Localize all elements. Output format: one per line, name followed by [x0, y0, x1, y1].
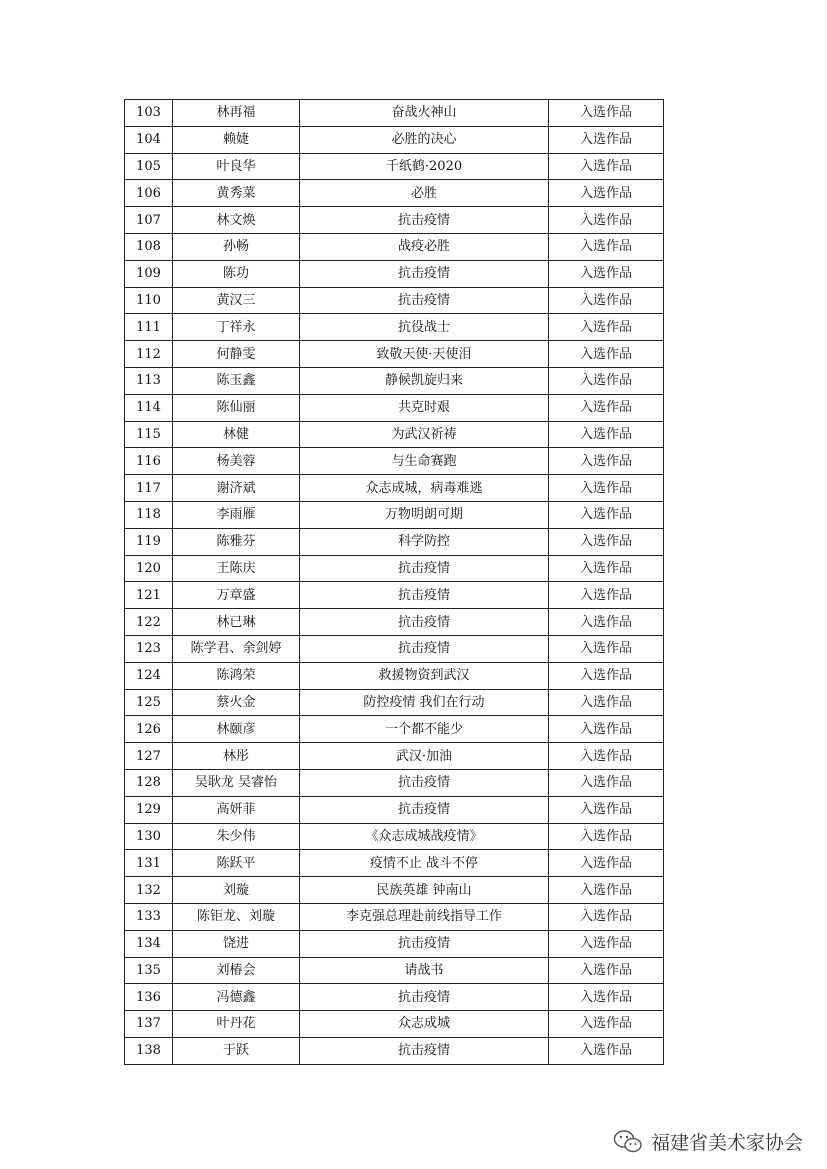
status-label: 入选作品	[549, 287, 664, 314]
status-label: 入选作品	[549, 903, 664, 930]
work-title: 必胜的决心	[300, 126, 549, 153]
table-row	[125, 1037, 664, 1064]
artist-name: 冯德鑫	[173, 984, 300, 1011]
row-number: 109	[125, 260, 173, 287]
table-row	[125, 957, 664, 984]
artist-name: 饶进	[173, 930, 300, 957]
status-label: 入选作品	[549, 100, 664, 127]
table-row	[125, 555, 664, 582]
work-title: 请战书	[300, 957, 549, 984]
work-title: 抗击疫情	[300, 769, 549, 796]
status-label: 入选作品	[549, 207, 664, 234]
table-row	[125, 984, 664, 1011]
row-number: 126	[125, 716, 173, 743]
watermark	[613, 1128, 803, 1155]
work-title: 李克强总理赴前线指导工作	[300, 903, 549, 930]
row-number: 121	[125, 582, 173, 609]
table-body	[125, 100, 664, 1065]
row-number: 111	[125, 314, 173, 341]
row-number: 137	[125, 1011, 173, 1038]
row-number: 105	[125, 153, 173, 180]
row-number: 134	[125, 930, 173, 957]
work-title: 为武汉祈祷	[300, 421, 549, 448]
table-row	[125, 287, 664, 314]
table-row	[125, 689, 664, 716]
status-label: 入选作品	[549, 823, 664, 850]
status-label: 入选作品	[549, 528, 664, 555]
status-label: 入选作品	[549, 233, 664, 260]
table-row	[125, 662, 664, 689]
work-title: 抗击疫情	[300, 260, 549, 287]
table-row	[125, 207, 664, 234]
artist-name: 叶丹花	[173, 1011, 300, 1038]
work-title: 共克时艰	[300, 394, 549, 421]
status-label: 入选作品	[549, 582, 664, 609]
row-number: 117	[125, 475, 173, 502]
work-title: 战疫必胜	[300, 233, 549, 260]
artist-name: 高妍菲	[173, 796, 300, 823]
work-title: 武汉·加油	[300, 743, 549, 770]
artist-name: 万章盛	[173, 582, 300, 609]
status-label: 入选作品	[549, 180, 664, 207]
artist-name: 刘璇	[173, 877, 300, 904]
status-label: 入选作品	[549, 957, 664, 984]
row-number: 131	[125, 850, 173, 877]
status-label: 入选作品	[549, 877, 664, 904]
work-title: 必胜	[300, 180, 549, 207]
work-title: 抗击疫情	[300, 796, 549, 823]
artist-name: 朱少伟	[173, 823, 300, 850]
work-title: 与生命赛跑	[300, 448, 549, 475]
table-row	[125, 930, 664, 957]
status-label: 入选作品	[549, 609, 664, 636]
table-row	[125, 501, 664, 528]
table-row	[125, 1011, 664, 1038]
work-title: 抗击疫情	[300, 930, 549, 957]
work-title: 抗击疫情	[300, 984, 549, 1011]
table-row	[125, 100, 664, 127]
table-row	[125, 260, 664, 287]
artist-name: 杨美蓉	[173, 448, 300, 475]
row-number: 136	[125, 984, 173, 1011]
row-number: 110	[125, 287, 173, 314]
table-row	[125, 850, 664, 877]
watermark-text: 福建省美术家协会	[650, 1132, 803, 1154]
artist-name: 黄汉三	[173, 287, 300, 314]
artist-name: 陈仙丽	[173, 394, 300, 421]
row-number: 119	[125, 528, 173, 555]
status-label: 入选作品	[549, 153, 664, 180]
status-label: 入选作品	[549, 367, 664, 394]
row-number: 112	[125, 341, 173, 368]
table-row	[125, 367, 664, 394]
status-label: 入选作品	[549, 689, 664, 716]
work-title: 抗击疫情	[300, 207, 549, 234]
artist-name: 陈雅芬	[173, 528, 300, 555]
status-label: 入选作品	[549, 501, 664, 528]
row-number: 118	[125, 501, 173, 528]
artist-name: 林文焕	[173, 207, 300, 234]
artist-name: 陈玉鑫	[173, 367, 300, 394]
table-row	[125, 475, 664, 502]
artist-name: 陈功	[173, 260, 300, 287]
work-title: 静候凯旋归来	[300, 367, 549, 394]
work-title: 抗击疫情	[300, 609, 549, 636]
work-title: 众志成城，病毒难逃	[300, 475, 549, 502]
status-label: 入选作品	[549, 930, 664, 957]
status-label: 入选作品	[549, 716, 664, 743]
status-label: 入选作品	[549, 796, 664, 823]
row-number: 107	[125, 207, 173, 234]
table-row	[125, 823, 664, 850]
artist-name: 陈钜龙、刘璇	[173, 903, 300, 930]
status-label: 入选作品	[549, 555, 664, 582]
row-number: 123	[125, 635, 173, 662]
work-title: 致敬天使·天使泪	[300, 341, 549, 368]
row-number: 103	[125, 100, 173, 127]
work-title: 防控疫情 我们在行动	[300, 689, 549, 716]
selected-works-table	[124, 99, 664, 1065]
artist-name: 王陈庆	[173, 555, 300, 582]
table-row	[125, 341, 664, 368]
row-number: 108	[125, 233, 173, 260]
table-row	[125, 233, 664, 260]
row-number: 104	[125, 126, 173, 153]
table-row	[125, 582, 664, 609]
artist-name: 叶良华	[173, 153, 300, 180]
row-number: 106	[125, 180, 173, 207]
artist-name: 吴耿龙 吴睿怡	[173, 769, 300, 796]
artist-name: 蔡火金	[173, 689, 300, 716]
artist-name: 李雨雁	[173, 501, 300, 528]
artist-name: 孙畅	[173, 233, 300, 260]
table-row	[125, 903, 664, 930]
work-title: 抗击疫情	[300, 1037, 549, 1064]
table-row	[125, 716, 664, 743]
table-row	[125, 877, 664, 904]
status-label: 入选作品	[549, 341, 664, 368]
status-label: 入选作品	[549, 126, 664, 153]
table-row	[125, 421, 664, 448]
row-number: 120	[125, 555, 173, 582]
table-row	[125, 769, 664, 796]
work-title: 抗击疫情	[300, 582, 549, 609]
status-label: 入选作品	[549, 314, 664, 341]
status-label: 入选作品	[549, 394, 664, 421]
table-row	[125, 635, 664, 662]
row-number: 113	[125, 367, 173, 394]
artist-name: 谢济斌	[173, 475, 300, 502]
table-row	[125, 394, 664, 421]
row-number: 138	[125, 1037, 173, 1064]
row-number: 116	[125, 448, 173, 475]
row-number: 135	[125, 957, 173, 984]
artist-name: 林已琳	[173, 609, 300, 636]
table-row	[125, 314, 664, 341]
row-number: 130	[125, 823, 173, 850]
status-label: 入选作品	[549, 850, 664, 877]
status-label: 入选作品	[549, 475, 664, 502]
row-number: 133	[125, 903, 173, 930]
status-label: 入选作品	[549, 1037, 664, 1064]
artist-name: 林健	[173, 421, 300, 448]
table-row	[125, 609, 664, 636]
artist-name: 林再福	[173, 100, 300, 127]
work-title: 民族英雄 钟南山	[300, 877, 549, 904]
artist-name: 于跃	[173, 1037, 300, 1064]
artist-name: 何静雯	[173, 341, 300, 368]
artist-name: 陈学君、余剑婷	[173, 635, 300, 662]
row-number: 114	[125, 394, 173, 421]
work-title: 抗击疫情	[300, 555, 549, 582]
status-label: 入选作品	[549, 1011, 664, 1038]
row-number: 115	[125, 421, 173, 448]
work-title: 抗击疫情	[300, 635, 549, 662]
row-number: 132	[125, 877, 173, 904]
work-title: 一个都不能少	[300, 716, 549, 743]
wechat-logo-icon	[613, 1129, 643, 1155]
artist-name: 刘椿会	[173, 957, 300, 984]
work-title: 抗击疫情	[300, 287, 549, 314]
artist-name: 陈跃平	[173, 850, 300, 877]
artist-name: 黄秀菜	[173, 180, 300, 207]
table-row	[125, 528, 664, 555]
table-row	[125, 743, 664, 770]
work-title: 科学防控	[300, 528, 549, 555]
artist-name: 丁祥永	[173, 314, 300, 341]
table-row	[125, 448, 664, 475]
work-title: 奋战火神山	[300, 100, 549, 127]
row-number: 125	[125, 689, 173, 716]
status-label: 入选作品	[549, 260, 664, 287]
artist-name: 赖婕	[173, 126, 300, 153]
work-title: 抗役战士	[300, 314, 549, 341]
status-label: 入选作品	[549, 635, 664, 662]
status-label: 入选作品	[549, 421, 664, 448]
work-title: 千纸鹤·2020	[300, 153, 549, 180]
status-label: 入选作品	[549, 662, 664, 689]
status-label: 入选作品	[549, 448, 664, 475]
table-row	[125, 126, 664, 153]
artist-name: 陈鸿荣	[173, 662, 300, 689]
status-label: 入选作品	[549, 769, 664, 796]
row-number: 122	[125, 609, 173, 636]
row-number: 128	[125, 769, 173, 796]
table-row	[125, 180, 664, 207]
status-label: 入选作品	[549, 743, 664, 770]
work-title: 疫情不止 战斗不停	[300, 850, 549, 877]
row-number: 129	[125, 796, 173, 823]
work-title: 《众志成城战疫情》	[300, 823, 549, 850]
status-label: 入选作品	[549, 984, 664, 1011]
work-title: 万物明朗可期	[300, 501, 549, 528]
table-row	[125, 796, 664, 823]
work-title: 救援物资到武汉	[300, 662, 549, 689]
artist-name: 林彤	[173, 743, 300, 770]
table-row	[125, 153, 664, 180]
work-title: 众志成城	[300, 1011, 549, 1038]
row-number: 124	[125, 662, 173, 689]
artist-name: 林颐彦	[173, 716, 300, 743]
row-number: 127	[125, 743, 173, 770]
